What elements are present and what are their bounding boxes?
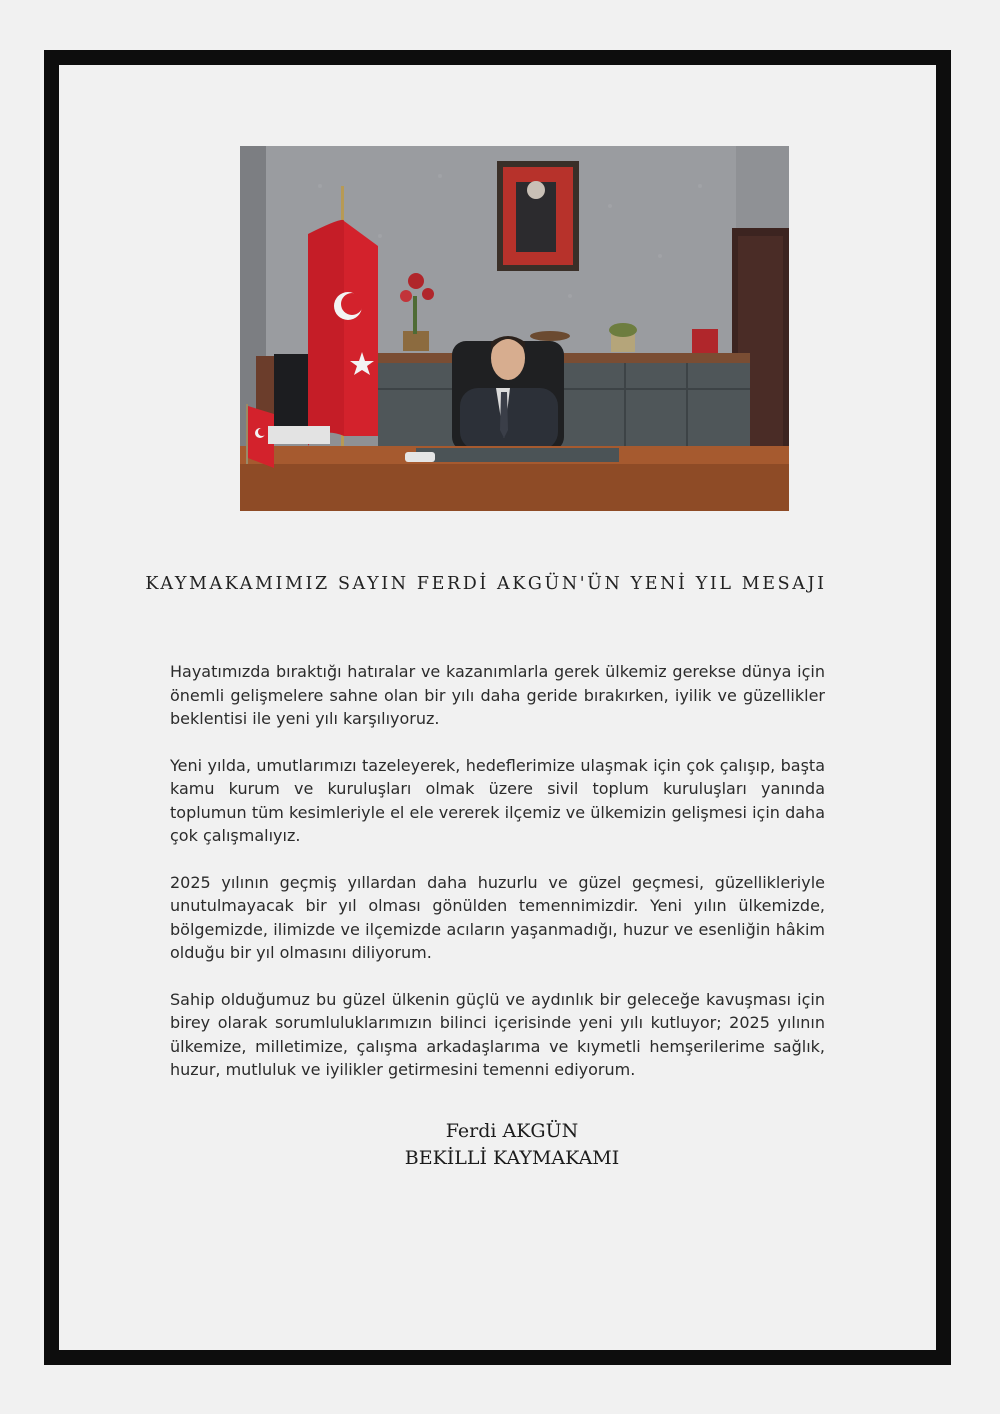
signature-name: Ferdi AKGÜN (445, 1120, 579, 1142)
message-body (170, 660, 825, 1082)
page-title: KAYMAKAMIMIZ SAYIN FERDİ AKGÜN'ÜN YENİ YIL MESAJI (145, 574, 827, 594)
office-photo (240, 146, 789, 511)
paragraph: Sahip olduğumuz bu güzel ülkenin güçlü ve aydınlık bir geleceğe kavuşması için birey olarak sorumluluklarımızın bilinci içerisinde yeni yılı kutluyor; 2025 yılının ülkemize, milletimize, çalışma arkadaşlarıma ve kıymetli hemşerilerime sağlık, huzur, mutluluk ve iyilikler getirmesini temenni ediyorum. (170, 989, 825, 1079)
paragraph: Hayatımızda bıraktığı hatıralar ve kazanımlarla gerek ülkemiz gerekse dünya için önemli gelişmelere sahne olan bir yılı daha geride bırakırken, iyilik ve güzellikler beklentisi ile yeni yılı karşılıyoruz. (170, 662, 825, 728)
paragraph: Yeni yılda, umutlarımızı tazeleyerek, hedeflerimize ulaşmak için çok çalışıp, başta kamu kurum ve kuruluşları olmak üzere sivil toplum kuruluşları yanında toplumun tüm kesimleriyle el ele vererek ilçemiz ve ülkemizin gelişmesi için daha çok çalışmalıyız. (170, 755, 825, 845)
signature-position: BEKİLLİ KAYMAKAMI (404, 1147, 620, 1169)
paragraph: 2025 yılının geçmiş yıllardan daha huzurlu ve güzel geçmesi, güzellikleriyle unutulmayacak bir yıl olması gönülden temennimizdir. Yeni yılın ülkemizde, bölgemizde, ilimizde ve ilçemizde acıların yaşanmadığı, huzur ve esenliğin hâkim olduğu bir yıl olmasını diliyorum. (170, 872, 825, 962)
signature-block (300, 1118, 724, 1172)
